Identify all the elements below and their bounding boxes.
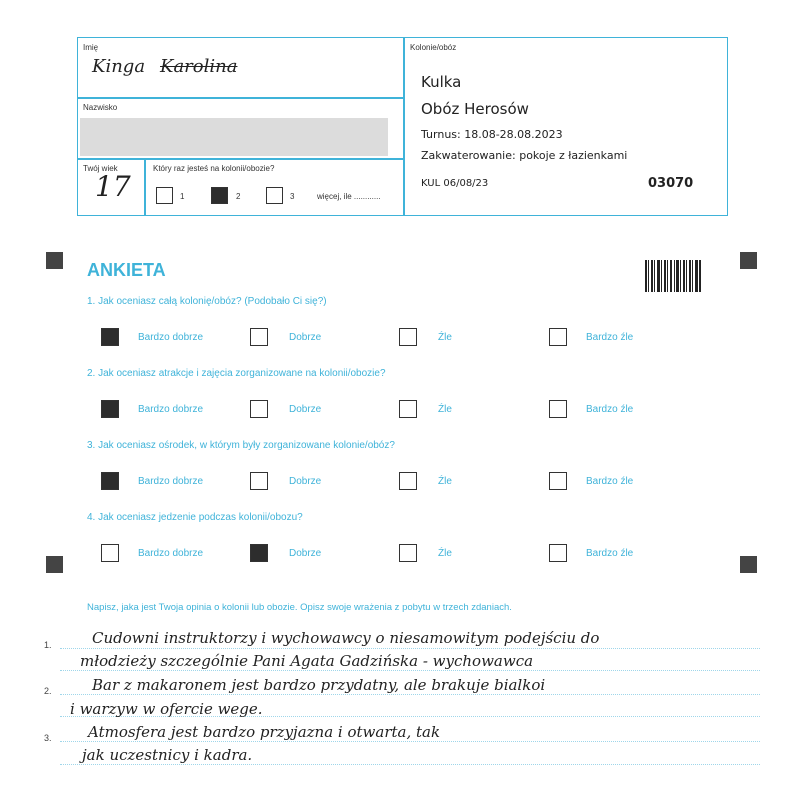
opinion-prompt: Napisz, jaka jest Twoja opinia o kolonii lub obozie. Opisz swoje wrażenia z pobytu w trzech zdaniach. <box>87 602 512 613</box>
answer-line-2: młodzieży szczególnie Pani Agata Gadzińska - wychowawca <box>80 652 534 670</box>
q1-option-good: Dobrze <box>289 332 322 343</box>
q2-option-very-good: Bardzo dobrze <box>138 404 204 415</box>
times-option-3: 3 <box>290 192 295 201</box>
q2-option-very-bad-checkbox[interactable] <box>549 400 567 418</box>
times-option-more: więcej, ile ............ <box>317 192 381 201</box>
q4-option-very-good: Bardzo dobrze <box>138 548 204 559</box>
writing-line <box>60 741 760 742</box>
q1-option-very-good: Bardzo dobrze <box>138 332 204 343</box>
q4-option-good: Dobrze <box>289 548 322 559</box>
q1-option-very-bad-checkbox[interactable] <box>549 328 567 346</box>
q3-option-very-bad-checkbox[interactable] <box>549 472 567 490</box>
q3-option-good-checkbox[interactable] <box>250 472 268 490</box>
q3-option-very-bad: Bardzo źle <box>586 476 634 487</box>
registration-marker-br <box>740 556 757 573</box>
times-checkbox-3[interactable] <box>266 187 283 204</box>
q2-option-very-good-checkbox[interactable] <box>101 400 119 418</box>
accommodation: Zakwaterowanie: pokoje z łazienkami <box>421 149 628 162</box>
writing-line <box>60 694 760 695</box>
surname-label: Nazwisko <box>83 103 118 112</box>
question-4: 4. Jak oceniasz jedzenie podczas kolonii/obozu? <box>87 512 303 523</box>
writing-line <box>60 648 760 649</box>
q1-option-good-checkbox[interactable] <box>250 328 268 346</box>
q2-option-good-checkbox[interactable] <box>250 400 268 418</box>
camp-name: Obóz Herosów <box>421 100 529 118</box>
camp-code: KUL 06/08/23 <box>421 178 489 189</box>
form-number: 03070 <box>648 176 694 191</box>
camp-place: Kulka <box>421 73 462 91</box>
answer-line-5: Atmosfera jest bardzo przyjazna i otwarta, tak <box>88 723 441 741</box>
name-value: Kinga <box>92 56 146 77</box>
writing-line <box>60 764 760 765</box>
q4-option-very-bad: Bardzo źle <box>586 548 634 559</box>
q1-option-bad-checkbox[interactable] <box>399 328 417 346</box>
q4-option-very-good-checkbox[interactable] <box>101 544 119 562</box>
camp-label: Kolonie/obóz <box>410 43 457 52</box>
times-checkbox-2[interactable] <box>211 187 228 204</box>
registration-marker-tl <box>46 252 63 269</box>
registration-marker-bl <box>46 556 63 573</box>
question-2: 2. Jak oceniasz atrakcje i zajęcia zorganizowane na kolonii/obozie? <box>87 368 386 379</box>
q4-option-good-checkbox[interactable] <box>250 544 268 562</box>
answer-line-4: i warzyw w ofercie wege. <box>70 700 263 718</box>
q4-option-bad: Źle <box>438 548 452 559</box>
q4-option-bad-checkbox[interactable] <box>399 544 417 562</box>
times-checkbox-1[interactable] <box>156 187 173 204</box>
name-label: Imię <box>83 43 99 52</box>
q3-option-good: Dobrze <box>289 476 322 487</box>
answer-line-3: Bar z makaronem jest bardzo przydatny, ale brakuje bialkoi <box>92 676 546 694</box>
line-number-1: 1. <box>44 640 52 650</box>
times-label: Który raz jesteś na kolonii/obozie? <box>153 164 275 173</box>
answer-line-6: jak uczestnicy i kadra. <box>82 746 253 764</box>
name-struck: Karolina <box>160 56 238 77</box>
registration-marker-tr <box>740 252 757 269</box>
q1-option-very-bad: Bardzo źle <box>586 332 634 343</box>
q4-option-very-bad-checkbox[interactable] <box>549 544 567 562</box>
question-1: 1. Jak oceniasz całą kolonię/obóz? (Podobało Ci się?) <box>87 296 327 307</box>
q3-option-bad: Źle <box>438 476 452 487</box>
surname-redacted <box>80 118 388 156</box>
survey-title: ANKIETA <box>87 260 166 280</box>
times-option-1: 1 <box>180 192 185 201</box>
q1-option-bad: Źle <box>438 332 452 343</box>
q2-option-bad-checkbox[interactable] <box>399 400 417 418</box>
times-option-2: 2 <box>236 192 241 201</box>
header-hline-2 <box>77 158 404 160</box>
line-number-3: 3. <box>44 733 52 743</box>
barcode <box>645 260 701 292</box>
q2-option-very-bad: Bardzo źle <box>586 404 634 415</box>
q2-option-bad: Źle <box>438 404 452 415</box>
q3-option-very-good-checkbox[interactable] <box>101 472 119 490</box>
age-value: 17 <box>95 170 131 203</box>
turnus: Turnus: 18.08-28.08.2023 <box>421 128 563 141</box>
q3-option-bad-checkbox[interactable] <box>399 472 417 490</box>
header-vline-age <box>144 158 146 216</box>
age-label: Twój wiek <box>83 164 118 173</box>
writing-line <box>60 670 760 671</box>
question-3: 3. Jak oceniasz ośrodek, w którym były zorganizowane kolonie/obóz? <box>87 440 395 451</box>
q1-option-very-good-checkbox[interactable] <box>101 328 119 346</box>
line-number-2: 2. <box>44 686 52 696</box>
q3-option-very-good: Bardzo dobrze <box>138 476 204 487</box>
q2-option-good: Dobrze <box>289 404 322 415</box>
answer-line-1: Cudowni instruktorzy i wychowawcy o niesamowitym podejściu do <box>92 629 600 647</box>
header-hline-1 <box>77 97 404 99</box>
header-divider <box>403 37 405 216</box>
